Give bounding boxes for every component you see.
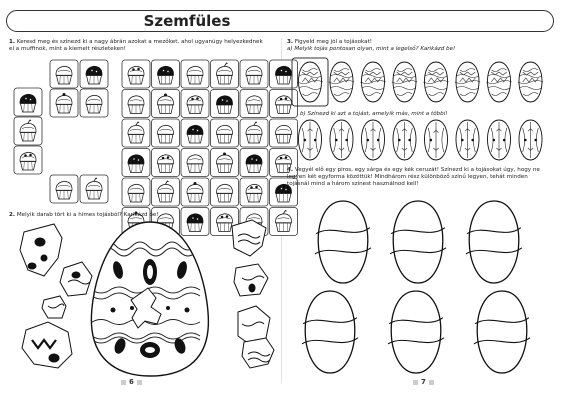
coloring-egg[interactable] [388,291,444,373]
task2-instruction: 2. Melyik darab tört ki a hímes tojásból? Karikázd be! [9,212,159,218]
task1-instruction: 1. Keresd meg és színezd ki a nagy ábrán azokat a mezőket, ahol ugyanúgy helyezkednek el a muffinok, mint a kiemelt részleteken! [9,39,263,52]
left-page-number: 6 [118,378,145,386]
page-title: Szemfüles [143,12,231,30]
coloring-egg[interactable] [466,201,522,283]
task3-instruction: 3. Figyeld meg jól a tojásokat! a) Melyik tojás pontosan olyan, mint a legelső? Karikázd be! [287,39,456,52]
coloring-egg[interactable] [302,291,358,373]
task3b-instruction: b) Színezd ki azt a tojást, amelyik más, mint a többi! [300,111,448,117]
right-page-number: 7 [410,378,437,386]
coloring-egg[interactable] [474,291,530,373]
coloring-egg[interactable] [315,201,371,283]
task4-instruction: 4. Vegyél elő egy piros, egy sárga és egy kék ceruzát! Színezd ki a tojásokat úgy, hogy ne legyen két egyforma közöttük! Mindhárom rész különböző színű legyen, tehát minden tojásnál mind a három színest használnod kell! [287,167,540,187]
coloring-egg[interactable] [390,201,446,283]
